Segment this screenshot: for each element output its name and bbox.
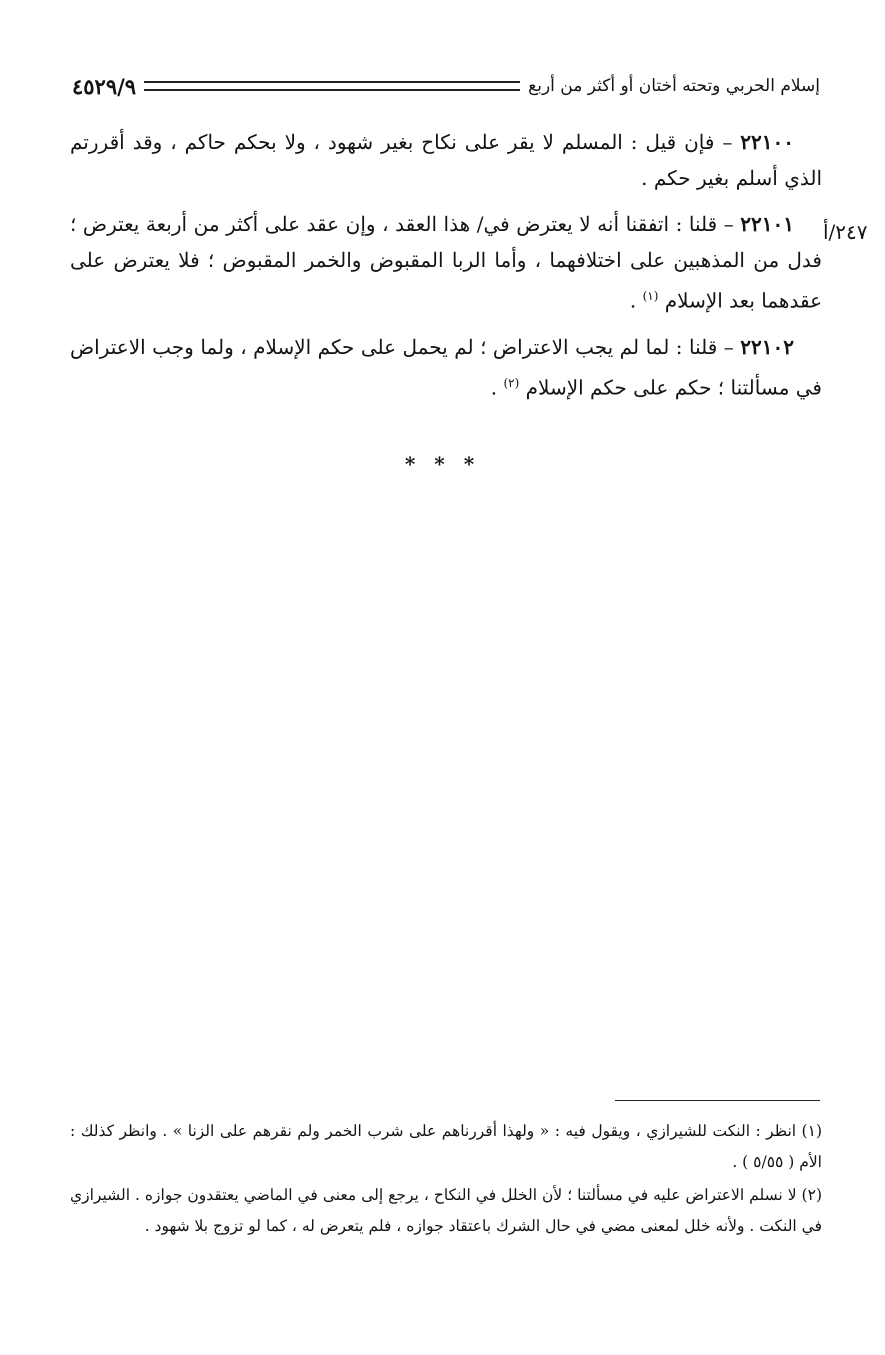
header-rule — [144, 81, 520, 91]
manuscript-folio-ref: ٢٤٧/أ — [823, 220, 868, 244]
paragraph-number: ٢٢١٠٢ — [740, 334, 794, 359]
paragraph-number: ٢٢١٠١ — [740, 212, 794, 236]
footnote-1: (١) انظر : النكت للشيرازي ، ويقول فيه : « ولهذا أقررناهم على شرب الخمر ولم نقرهم على الزنا » . وانظر كذلك : الأم ( ٥/٥٥ ) . — [70, 1122, 822, 1171]
footnote-marker: (١) — [642, 289, 659, 303]
footnote-2: (٢) لا نسلم الاعتراض عليه في مسألتنا ؛ لأن الخلل في النكاح ، يرجع إلى معنى في الماضي يعتقدون جوازه . الشيرازي في النكت . ولأنه خلل لمعنى مضي في حال الشرك باعتقاد جوازه ، فلم يتعرض له ، كما لو تزوج بلا شهود . — [70, 1186, 822, 1235]
paragraph-text: – قلنا : لما لم يجب الاعتراض ؛ لم يحمل على حكم الإسلام ، ولما وجب الاعتراض في مسألتنا ؛ حكم على حكم الإسلام — [70, 334, 822, 400]
paragraph-text: – فإن قيل : المسلم لا يقر على نكاح بغير شهود ، ولا بحكم حاكم ، وقد أقررتم الذي أسلم بغير حكم . — [70, 130, 822, 190]
footnotes — [70, 1116, 822, 1244]
paragraph-22100 — [70, 124, 822, 196]
paragraph-end: . — [629, 288, 643, 313]
paragraph-22101 — [70, 206, 822, 319]
page-number: ٤٥٢٩/٩ — [72, 73, 137, 99]
main-text — [70, 124, 822, 415]
footnote-rule — [615, 1100, 820, 1101]
paragraph-number: ٢٢١٠٠ — [740, 130, 794, 154]
section-separator: * * * — [404, 452, 481, 476]
running-header — [72, 70, 820, 102]
running-title: إسلام الحربي وتحته أختان أو أكثر من أربع — [528, 76, 820, 96]
paragraph-text: – قلنا : اتفقنا أنه لا يعترض في/ هذا العقد ، وإن عقد على أكثر من أربعة يعترض ؛ فدل من المذهبين على اختلافهما ، وأما الربا المقبوض والخمر المقبوض ؛ فلا يعترض على عقدهما بعد الإسلام — [70, 212, 822, 313]
footnote-marker: (٢) — [503, 375, 520, 390]
paragraph-end: . — [490, 375, 504, 400]
paragraph-22102 — [70, 329, 822, 406]
